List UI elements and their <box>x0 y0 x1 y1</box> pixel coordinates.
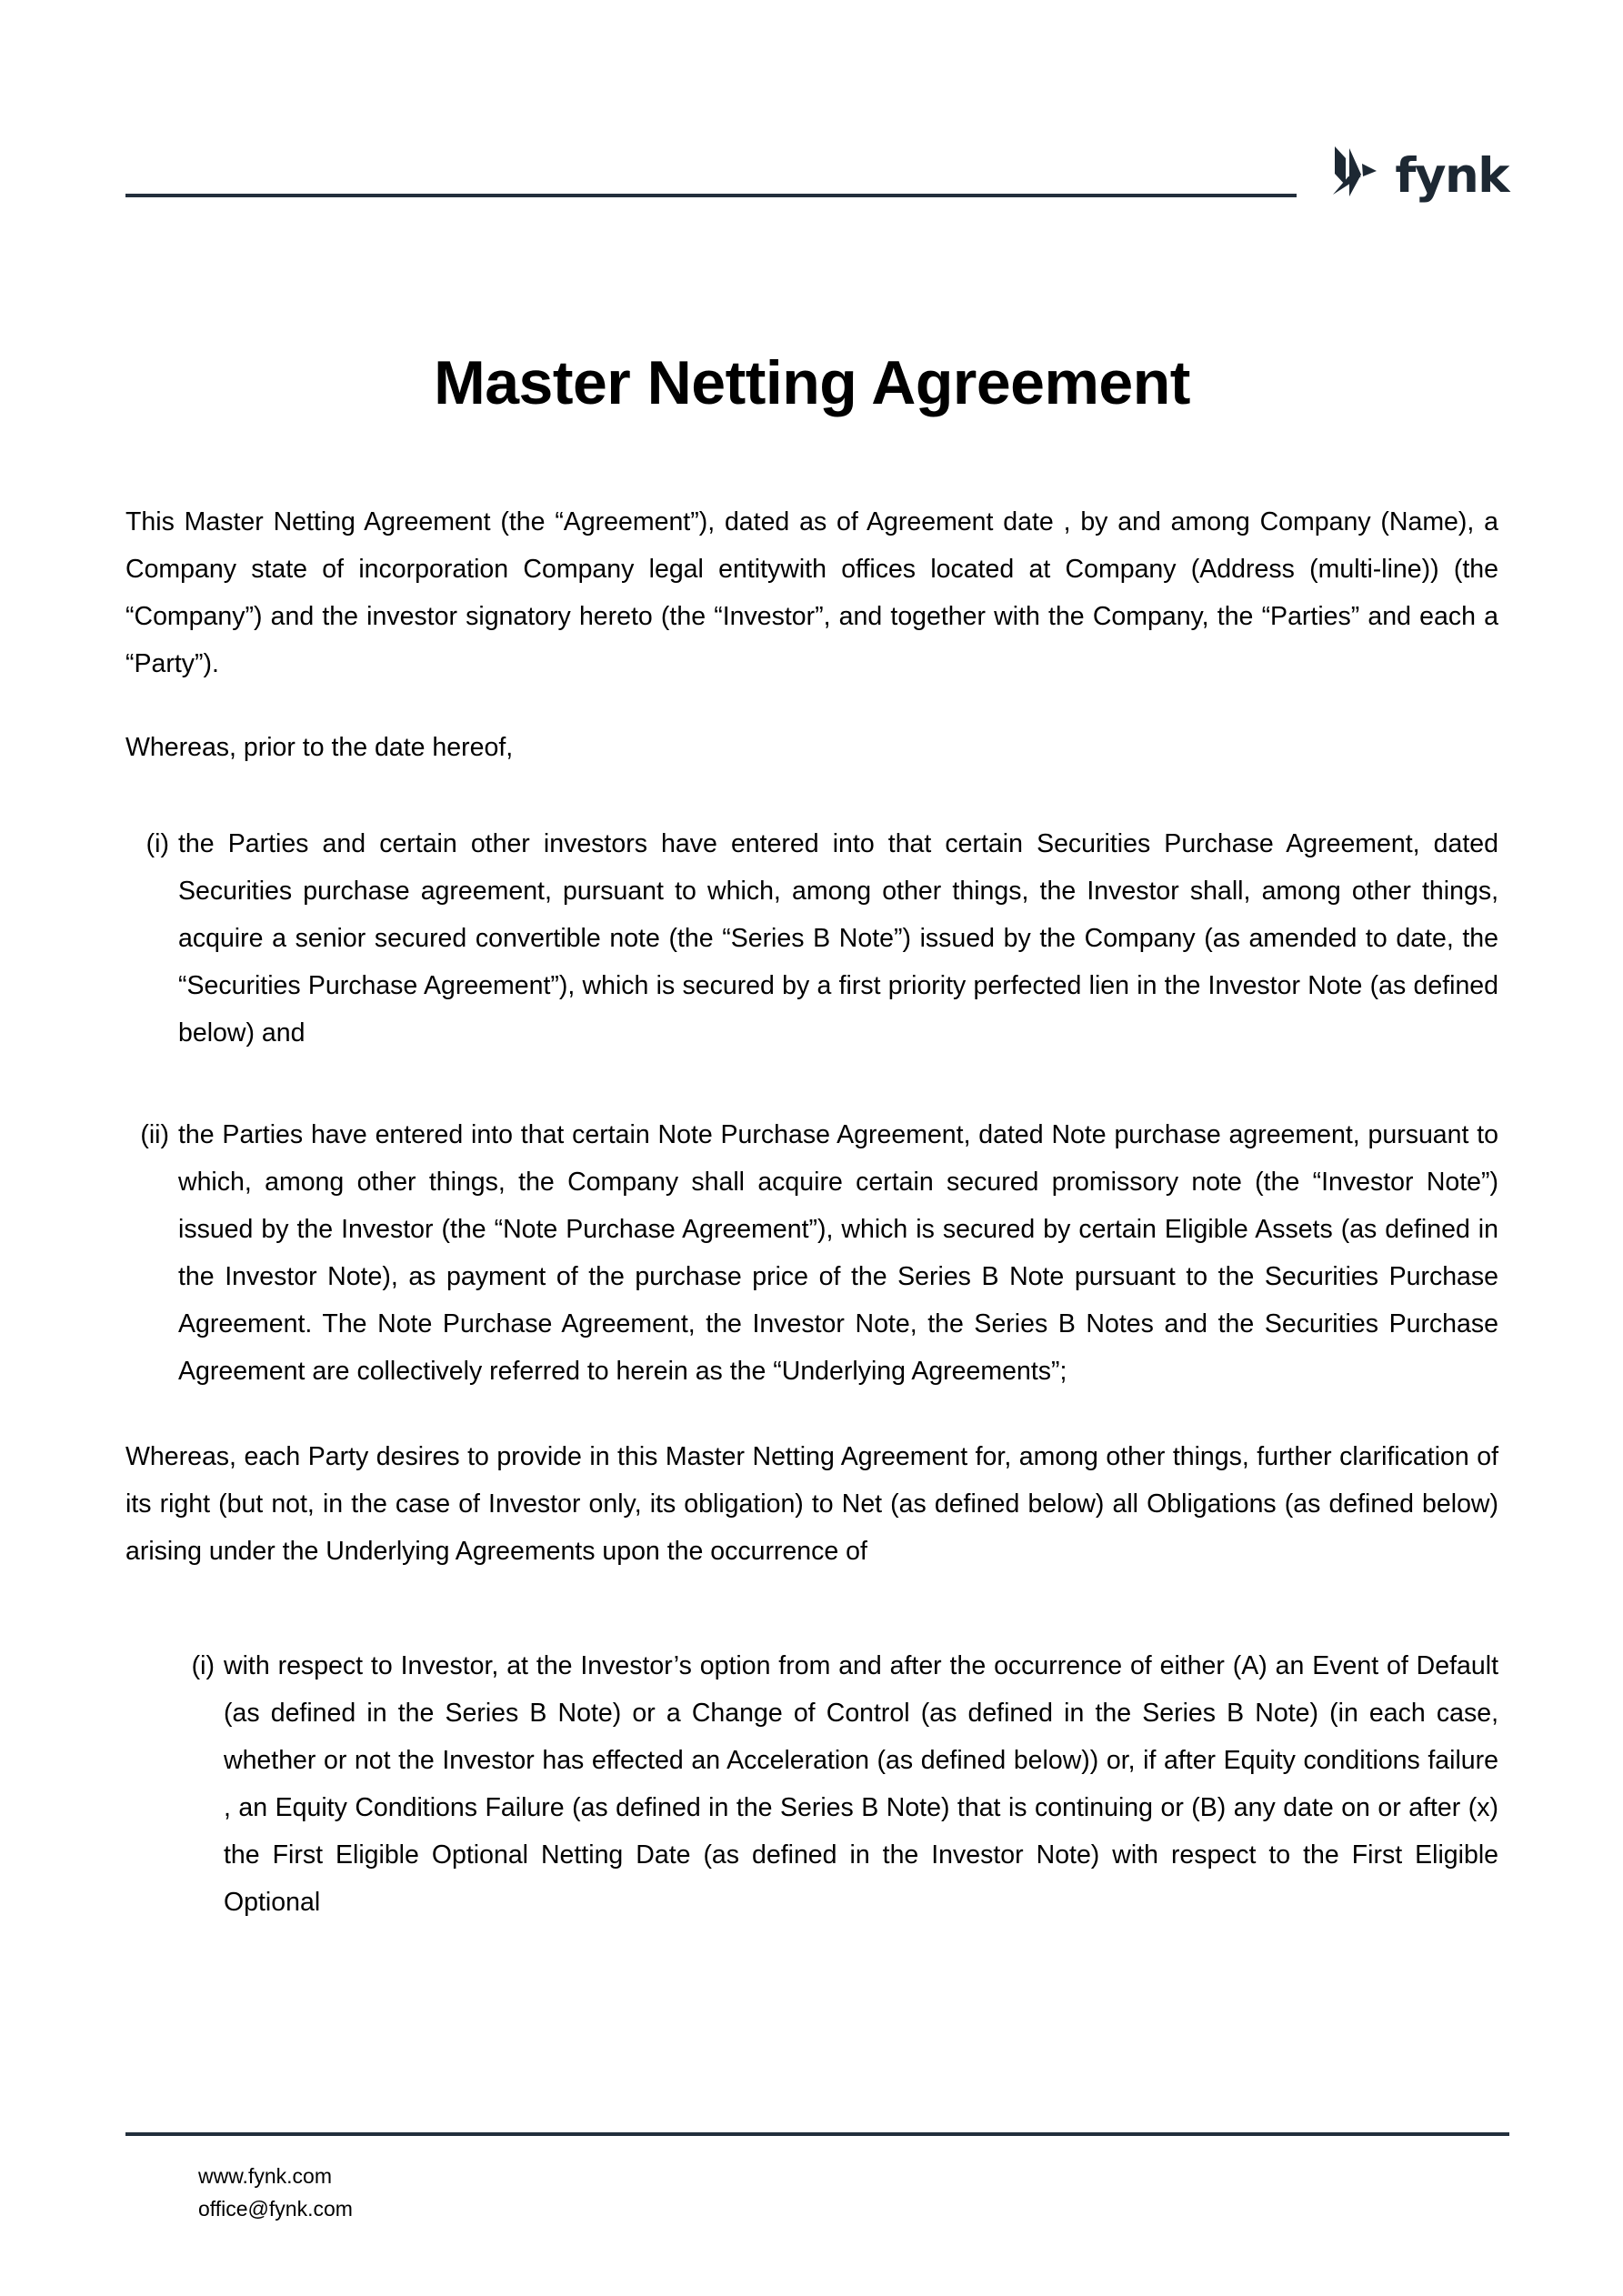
list-marker: (i) <box>191 1651 215 1680</box>
list-item-text: the Parties and certain other investors have entered into that certain Securities Purchase Agreement, dated Securities purchase agreement, pursuant to which, among other things, the Investor shall, among other things, acquire a senior secured convertible note (the “Series B Note”) issued by the Company (as amended to date, the “Securities Purchase Agreement”), which is secured by a first priority perfected lien in the Investor Note (as defined below) and <box>178 829 1498 1048</box>
list-marker: (ii) <box>140 1120 169 1149</box>
page-footer <box>125 2132 1509 2296</box>
header-divider-rule <box>125 194 1297 197</box>
preamble-paragraph: This Master Netting Agreement (the “Agreement”), dated as of Agreement date , by and among Company (Name), a Company state of incorporation Company legal entitywith offices located at Company (Address (multi-line)) (the “Company”) and the investor signatory hereto (the “Investor”, and together with the Company, the “Parties” and each a “Party”). <box>125 507 1498 678</box>
footer-website[interactable]: www.fynk.com <box>198 2164 332 2188</box>
list-marker: (i) <box>145 829 169 858</box>
footer-divider-rule <box>125 2132 1509 2136</box>
recital-lead-paragraph: Whereas, prior to the date hereof, <box>125 733 514 762</box>
spacer <box>125 804 1498 820</box>
document-body <box>125 498 1498 1926</box>
spacer <box>125 1611 1498 1642</box>
brand-wordmark: fynk <box>1395 147 1508 204</box>
list-item <box>125 1642 1498 1926</box>
fynk-origami-bird-icon <box>1329 144 1382 202</box>
brand-logo <box>1329 144 1512 202</box>
page-header <box>125 136 1512 209</box>
footer-contact-info <box>125 2160 1509 2225</box>
footer-email[interactable]: office@fynk.com <box>198 2197 353 2221</box>
list-item-text: with respect to Investor, at the Investor’s option from and after the occurrence of either (A) an Event of Default (as defined in the Series B Note) or a Change of Control (as defined in the Series B Note) (in each case, whether or not the Investor has effected an Acceleration (as defined below)) or, if after Equity conditions failure , an Equity Conditions Failure (as defined in the Series B Note) that is continuing or (B) any date on or after (x) the First Eligible Optional Netting Date (as defined in the Investor Note) with respect to the First Eligible Optional <box>224 1651 1498 1917</box>
list-item-text: the Parties have entered into that certain Note Purchase Agreement, dated Note purchase agreement, pursuant to which, among other things, the Company shall acquire certain secured promissory note (the “Investor Note”) issued by the Investor (the “Note Purchase Agreement”), which is secured by certain Eligible Assets (as defined in the Investor Note), as payment of the purchase price of the Series B Note pursuant to the Securities Purchase Agreement. The Note Purchase Agreement, the Investor Note, the Series B Notes and the Securities Purchase Agreement are collectively referred to herein as the “Underlying Agreements”; <box>178 1120 1498 1386</box>
list-item <box>125 1111 1498 1395</box>
list-item <box>125 820 1498 1057</box>
page-title: Master Netting Agreement <box>434 347 1190 417</box>
netting-paragraph: Whereas, each Party desires to provide in this Master Netting Agreement for, among other things, further clarification of its right (but not, in the case of Investor only, its obligation) to Net (as defined below) all Obligations (as defined below) arising under the Underlying Agreements upon the occurrence of <box>125 1442 1498 1566</box>
spacer <box>125 1095 1498 1111</box>
